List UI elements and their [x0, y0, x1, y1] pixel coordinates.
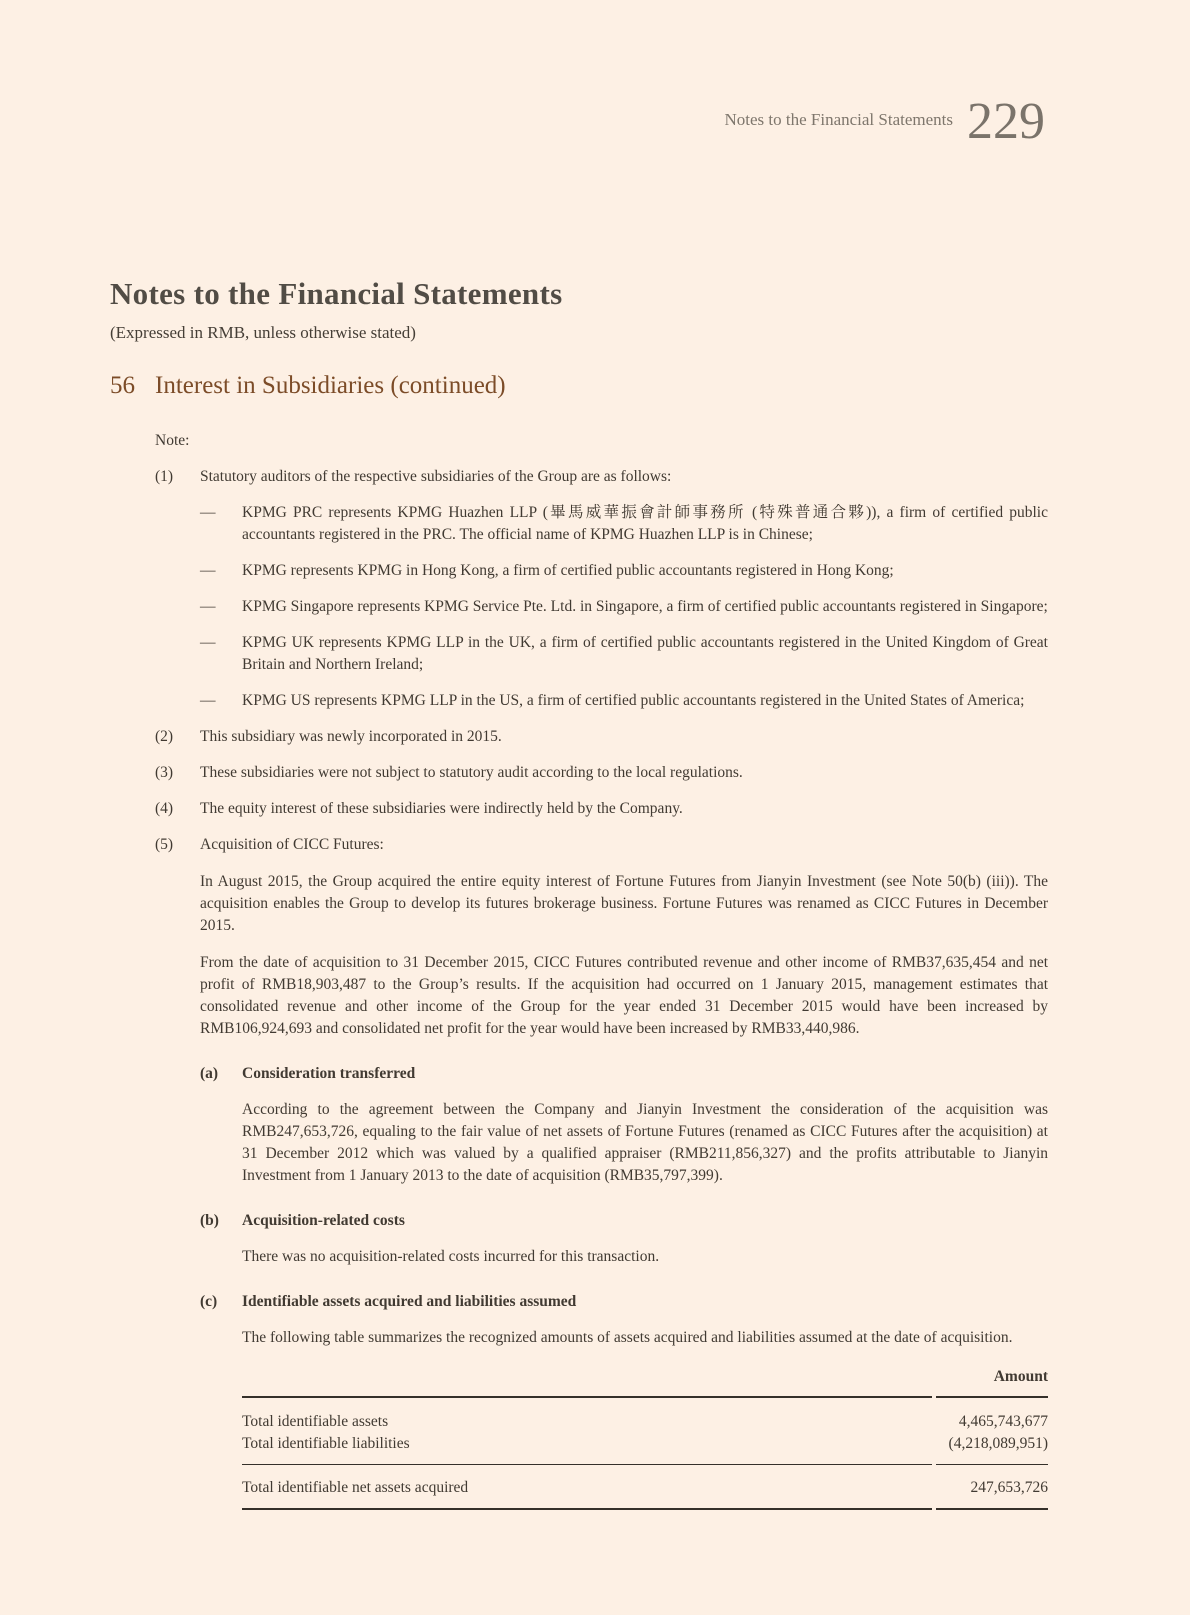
note-text: These subsidiaries were not subject to statutory audit according to the local regulations. — [200, 764, 743, 781]
row-value: (4,218,089,951) — [936, 1433, 1048, 1465]
section-title: Interest in Subsidiaries (continued) — [155, 372, 506, 399]
note-number: (2) — [155, 728, 174, 745]
row-label: Total identifiable net assets acquired — [242, 1465, 932, 1510]
note5-block — [200, 871, 1048, 1510]
bullet-text: KPMG Singapore represents KPMG Service Pte. Ltd. in Singapore, a firm of certified public accountants registered in Singapore; — [242, 598, 1048, 615]
subsection-c — [200, 1291, 1048, 1349]
dash-icon: — — [200, 504, 216, 521]
paragraph: In August 2015, the Group acquired the entire equity interest of Fortune Futures from Jianyin Investment (see Note 50(b) (iii)). The acquisition enables the Group to develop its futures brokerage business. Fortune Futures was renamed as CICC Futures in December 2015. — [200, 873, 1048, 934]
document-subtitle: (Expressed in RMB, unless otherwise stated) — [110, 323, 416, 342]
subsection-paragraph: According to the agreement between the Company and Jianyin Investment the consideration of the acquisition was RMB247,653,726, equaling to the fair value of net assets of Fortune Futures (renamed as CICC Futures after the acquisition) at 31 December 2012 which was valued by a qualified appraiser (RMB211,856,327) and the profits attributable to Jianyin Investment from 1 January 2013 to the date of acquisition (RMB35,797,399). — [242, 1101, 1048, 1184]
note-item — [155, 834, 1048, 856]
subsection-b — [200, 1210, 1048, 1268]
section-heading — [110, 372, 1048, 400]
bullet-text: KPMG PRC represents KPMG Huazhen LLP (畢馬威華振會計師事務所 (特殊普通合夥)), a firm of certified public accountants registered in the PRC. The official name of KPMG Huazhen LLP is in Chinese; — [242, 504, 1048, 543]
note-item — [155, 466, 1048, 488]
bullet-item — [200, 502, 1048, 546]
note-number: (5) — [155, 836, 174, 853]
dash-icon: — — [200, 598, 216, 615]
row-label: Total identifiable assets — [242, 1413, 389, 1430]
subsection-paragraph: There was no acquisition-related costs incurred for this transaction. — [242, 1248, 660, 1265]
subsection-title: Identifiable assets acquired and liabilities assumed — [242, 1293, 577, 1310]
subsection-letter: (c) — [200, 1293, 218, 1310]
note-text: The equity interest of these subsidiaries were indirectly held by the Company. — [200, 800, 683, 817]
dash-icon: — — [200, 692, 216, 709]
table-total-row — [242, 1465, 1048, 1510]
note-label: Note: — [155, 432, 190, 449]
note-number: (3) — [155, 764, 174, 781]
dash-icon: — — [200, 562, 216, 579]
subsection-letter: (b) — [200, 1212, 219, 1229]
bullet-text: KPMG represents KPMG in Hong Kong, a firm of certified public accountants registered in Hong Kong; — [242, 562, 894, 579]
bullet-text: KPMG US represents KPMG LLP in the US, a firm of certified public accountants registered in the United States of America; — [242, 692, 1025, 709]
table-header-amount: Amount — [936, 1366, 1048, 1398]
note-number: (4) — [155, 800, 174, 817]
subsection-heading — [200, 1063, 1048, 1085]
table-row — [242, 1433, 1048, 1465]
paragraph: From the date of acquisition to 31 December 2015, CICC Futures contributed revenue and other income of RMB37,635,454 and net profit of RMB18,903,487 to the Group’s results. If the acquisition had occurred on 1 January 2015, management estimates that consolidated revenue and other income of the Group for the year ended 31 December 2015 would have been increased by RMB106,924,693 and consolidated net profit for the year would have been increased by RMB33,440,986. — [200, 954, 1048, 1037]
table-header-label-spacer — [242, 1366, 932, 1398]
bullet-list — [200, 502, 1048, 712]
page-number: 229 — [967, 93, 1045, 150]
bullet-item — [200, 690, 1048, 712]
row-value: 247,653,726 — [936, 1465, 1048, 1510]
subsection-a — [200, 1063, 1048, 1187]
subsection-title: Consideration transferred — [242, 1065, 416, 1082]
subsection-title: Acquisition-related costs — [242, 1212, 405, 1229]
dash-icon: — — [200, 634, 216, 651]
note-text: Statutory auditors of the respective subsidiaries of the Group are as follows: — [200, 468, 672, 485]
bullet-item — [200, 560, 1048, 582]
section-number: 56 — [110, 372, 135, 399]
running-header-label: Notes to the Financial Statements — [724, 109, 953, 129]
note-number: (1) — [155, 468, 174, 485]
document-title: Notes to the Financial Statements — [110, 276, 563, 311]
bullet-item — [200, 632, 1048, 676]
note-item — [155, 726, 1048, 748]
subsection-heading — [200, 1291, 1048, 1313]
note-area — [155, 430, 1048, 1510]
row-value: 4,465,743,677 — [958, 1413, 1048, 1430]
page-header — [0, 0, 1190, 148]
subsection-heading — [200, 1210, 1048, 1232]
amounts-table — [242, 1366, 1048, 1510]
note-text: This subsidiary was newly incorporated in 2015. — [200, 728, 502, 745]
subsection-letter: (a) — [200, 1065, 219, 1082]
bullet-text: KPMG UK represents KPMG LLP in the UK, a firm of certified public accountants registered in the United Kingdom of Great Britain and Northern Ireland; — [242, 634, 1048, 673]
note-item — [155, 762, 1048, 784]
row-label: Total identifiable liabilities — [242, 1433, 932, 1465]
note-text: Acquisition of CICC Futures: — [200, 836, 384, 853]
table-row — [242, 1398, 1048, 1433]
table-header-row — [242, 1366, 1048, 1398]
page-body — [110, 276, 1048, 1510]
subsection-paragraph: The following table summarizes the recognized amounts of assets acquired and liabilities assumed at the date of acquisition. — [242, 1329, 1013, 1346]
note-item — [155, 798, 1048, 820]
bullet-item — [200, 596, 1048, 618]
